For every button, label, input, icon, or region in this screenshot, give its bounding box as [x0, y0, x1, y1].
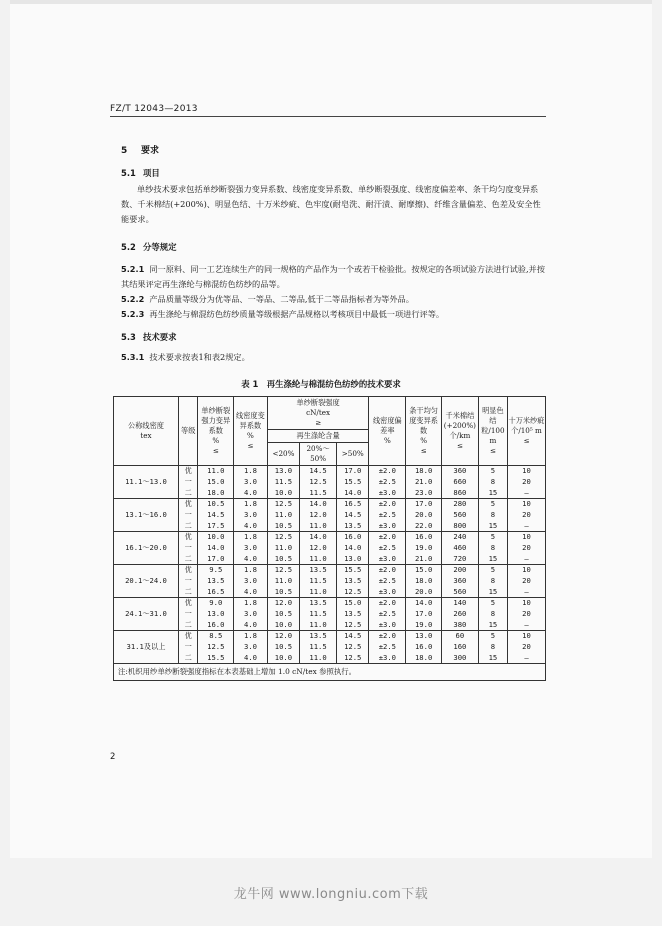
table-row	[114, 543, 546, 554]
strength-low-cell: 13.0	[267, 466, 299, 477]
deviation-cell: ±3.0	[369, 587, 406, 598]
faults-cell: 10	[508, 532, 546, 543]
strength-mid-cell: 13.5	[300, 598, 337, 609]
chapter-heading	[121, 143, 159, 156]
strength-low-cell: 10.0	[267, 620, 299, 631]
evenness-cell: 21.0	[406, 554, 442, 565]
strength-high-cell: 14.5	[336, 631, 369, 642]
strength-mid-cell: 12.5	[300, 477, 337, 488]
clause-number: 5.3.1	[121, 352, 145, 362]
neps-cell: 380	[441, 620, 478, 631]
color-knot-cell: 15	[478, 488, 507, 499]
strength-mid-cell: 11.0	[300, 653, 337, 664]
neps-cell: 200	[441, 565, 478, 576]
cv-density-cell: 1.8	[234, 598, 268, 609]
neps-cell: 720	[441, 554, 478, 565]
table-row	[114, 554, 546, 565]
cv-density-cell: 3.0	[234, 642, 268, 653]
col-faults: 十万米纱疵 个/10⁵ m ≤	[508, 397, 546, 466]
cv-density-cell: 1.8	[234, 499, 268, 510]
table-1-title: 表 1 再生涤纶与棉混纺色纺纱的技术要求	[241, 379, 401, 389]
col-content-low: <20%	[267, 443, 299, 466]
neps-cell: 300	[441, 653, 478, 664]
color-knot-cell: 5	[478, 532, 507, 543]
col-content: 再生涤纶含量	[267, 430, 369, 443]
neps-cell: 360	[441, 466, 478, 477]
cv-density-cell: 1.8	[234, 631, 268, 642]
deviation-cell: ±3.0	[369, 554, 406, 565]
strength-mid-cell: 14.0	[300, 499, 337, 510]
col-strength: 单纱断裂强度 cN/tex ≥	[267, 397, 369, 430]
section-5-2-heading	[121, 241, 177, 253]
color-knot-cell: 8	[478, 543, 507, 554]
color-knot-cell: 15	[478, 653, 507, 664]
deviation-cell: ±3.0	[369, 653, 406, 664]
table-row	[114, 576, 546, 587]
evenness-cell: 16.0	[406, 642, 442, 653]
header-rule	[110, 116, 546, 117]
faults-cell: 20	[508, 609, 546, 620]
grade-cell: 二	[178, 488, 197, 499]
deviation-cell: ±2.0	[369, 631, 406, 642]
neps-cell: 360	[441, 576, 478, 587]
cv-strength-cell: 11.0	[198, 466, 234, 477]
section-5-1-body: 单纱技术要求包括单纱断裂强力变异系数、线密度变异系数、单纱断裂强度、线密度偏差率、条干均匀度变异系数、千米棉结(+200%)、明显色结、十万米纱疵、色牢度(耐皂洗、耐汗渍、耐摩擦)、纤维含量偏差、色差及安全性能要求。	[121, 184, 541, 224]
faults-cell: —	[508, 521, 546, 532]
faults-cell: 10	[508, 631, 546, 642]
grade-cell: 优	[178, 565, 197, 576]
col-evenness: 条干均匀度变异系数 % ≤	[406, 397, 442, 466]
table-row	[114, 609, 546, 620]
table-row	[114, 587, 546, 598]
deviation-cell: ±3.0	[369, 488, 406, 499]
section-number: 5.2	[121, 242, 136, 252]
strength-low-cell: 11.0	[267, 576, 299, 587]
table-row	[114, 510, 546, 521]
strength-high-cell: 15.0	[336, 598, 369, 609]
clause-number: 5.2.3	[121, 309, 145, 319]
table-row	[114, 642, 546, 653]
evenness-cell: 22.0	[406, 521, 442, 532]
section-5-1-heading	[121, 167, 160, 179]
cv-density-cell: 3.0	[234, 477, 268, 488]
evenness-cell: 17.0	[406, 609, 442, 620]
deviation-cell: ±2.0	[369, 499, 406, 510]
evenness-cell: 18.0	[406, 576, 442, 587]
color-knot-cell: 5	[478, 598, 507, 609]
clause-text: 技术要求按表1和表2规定。	[149, 352, 250, 362]
table-row	[114, 477, 546, 488]
table-row	[114, 499, 546, 510]
col-grade: 等级	[178, 397, 197, 466]
cv-density-cell: 4.0	[234, 653, 268, 664]
grade-cell: 一	[178, 510, 197, 521]
deviation-cell: ±2.5	[369, 576, 406, 587]
deviation-cell: ±2.5	[369, 642, 406, 653]
strength-low-cell: 10.5	[267, 642, 299, 653]
table-row	[114, 532, 546, 543]
neps-cell: 800	[441, 521, 478, 532]
strength-low-cell: 12.5	[267, 499, 299, 510]
deviation-cell: ±2.5	[369, 543, 406, 554]
color-knot-cell: 5	[478, 466, 507, 477]
color-knot-cell: 8	[478, 642, 507, 653]
density-cell: 11.1～13.0	[114, 466, 179, 499]
cv-strength-cell: 16.0	[198, 620, 234, 631]
cv-density-cell: 3.0	[234, 576, 268, 587]
color-knot-cell: 8	[478, 609, 507, 620]
col-content-high: >50%	[336, 443, 369, 466]
strength-high-cell: 13.5	[336, 609, 369, 620]
grade-cell: 一	[178, 477, 197, 488]
col-neps: 千米棉结(+200%) 个/km ≤	[441, 397, 478, 466]
grade-cell: 二	[178, 620, 197, 631]
strength-low-cell: 10.5	[267, 587, 299, 598]
evenness-cell: 19.0	[406, 620, 442, 631]
strength-low-cell: 12.0	[267, 598, 299, 609]
neps-cell: 460	[441, 543, 478, 554]
grade-cell: 一	[178, 642, 197, 653]
density-cell: 20.1～24.0	[114, 565, 179, 598]
evenness-cell: 14.0	[406, 598, 442, 609]
chapter-number: 5	[121, 146, 128, 156]
grade-cell: 二	[178, 554, 197, 565]
cv-strength-cell: 8.5	[198, 631, 234, 642]
strength-high-cell: 14.0	[336, 488, 369, 499]
faults-cell: —	[508, 488, 546, 499]
strength-high-cell: 15.5	[336, 565, 369, 576]
grade-cell: 二	[178, 521, 197, 532]
cv-strength-cell: 17.5	[198, 521, 234, 532]
evenness-cell: 20.0	[406, 510, 442, 521]
color-knot-cell: 8	[478, 576, 507, 587]
cv-density-cell: 4.0	[234, 620, 268, 631]
strength-high-cell: 13.5	[336, 521, 369, 532]
table-row	[114, 620, 546, 631]
evenness-cell: 17.0	[406, 499, 442, 510]
cv-density-cell: 4.0	[234, 587, 268, 598]
strength-mid-cell: 11.5	[300, 488, 337, 499]
cv-strength-cell: 15.5	[198, 653, 234, 664]
cv-density-cell: 4.0	[234, 521, 268, 532]
section-title: 分等规定	[143, 242, 177, 252]
strength-high-cell: 16.5	[336, 499, 369, 510]
grade-cell: 优	[178, 532, 197, 543]
evenness-cell: 16.0	[406, 532, 442, 543]
strength-high-cell: 14.5	[336, 510, 369, 521]
cv-density-cell: 4.0	[234, 488, 268, 499]
evenness-cell: 13.0	[406, 631, 442, 642]
strength-low-cell: 10.5	[267, 521, 299, 532]
col-color-knot: 明显色结 粒/100 m ≤	[478, 397, 507, 466]
color-knot-cell: 5	[478, 631, 507, 642]
density-cell: 31.1及以上	[114, 631, 179, 664]
neps-cell: 860	[441, 488, 478, 499]
table-row	[114, 598, 546, 609]
cv-strength-cell: 17.0	[198, 554, 234, 565]
deviation-cell: ±2.5	[369, 510, 406, 521]
neps-cell: 140	[441, 598, 478, 609]
cv-density-cell: 1.8	[234, 466, 268, 477]
cv-strength-cell: 15.0	[198, 477, 234, 488]
faults-cell: —	[508, 554, 546, 565]
strength-low-cell: 10.5	[267, 609, 299, 620]
deviation-cell: ±3.0	[369, 521, 406, 532]
cv-strength-cell: 14.0	[198, 543, 234, 554]
page-number: 2	[110, 752, 116, 762]
strength-mid-cell: 14.0	[300, 532, 337, 543]
strength-low-cell: 10.0	[267, 488, 299, 499]
grade-cell: 一	[178, 609, 197, 620]
grade-cell: 二	[178, 587, 197, 598]
density-cell: 16.1～20.0	[114, 532, 179, 565]
cv-strength-cell: 13.0	[198, 609, 234, 620]
grade-cell: 一	[178, 543, 197, 554]
strength-high-cell: 12.5	[336, 620, 369, 631]
cv-strength-cell: 9.5	[198, 565, 234, 576]
section-5-3-heading	[121, 331, 177, 343]
strength-mid-cell: 13.5	[300, 565, 337, 576]
cv-strength-cell: 14.5	[198, 510, 234, 521]
strength-high-cell: 12.5	[336, 587, 369, 598]
evenness-cell: 18.0	[406, 466, 442, 477]
strength-mid-cell: 11.5	[300, 576, 337, 587]
table-row	[114, 466, 546, 477]
neps-cell: 280	[441, 499, 478, 510]
col-cv-strength: 单纱断裂强力变异系数 % ≤	[198, 397, 234, 466]
faults-cell: 10	[508, 598, 546, 609]
section-number: 5.3	[121, 332, 136, 342]
deviation-cell: ±2.0	[369, 532, 406, 543]
clause-5-2-3	[121, 307, 545, 322]
strength-mid-cell: 12.0	[300, 510, 337, 521]
strength-low-cell: 11.5	[267, 477, 299, 488]
strength-high-cell: 17.0	[336, 466, 369, 477]
neps-cell: 60	[441, 631, 478, 642]
clause-5-3-1	[121, 350, 545, 365]
strength-high-cell: 16.0	[336, 532, 369, 543]
col-cv-density: 线密度变异系数 % ≤	[234, 397, 268, 466]
download-watermark: 龙牛网 www.longniu.com下载	[233, 887, 429, 902]
table-row	[114, 653, 546, 664]
cv-density-cell: 1.8	[234, 532, 268, 543]
neps-cell: 560	[441, 587, 478, 598]
grade-cell: 二	[178, 653, 197, 664]
evenness-cell: 21.0	[406, 477, 442, 488]
color-knot-cell: 15	[478, 587, 507, 598]
faults-cell: 10	[508, 466, 546, 477]
strength-mid-cell: 11.0	[300, 587, 337, 598]
strength-high-cell: 14.0	[336, 543, 369, 554]
faults-cell: 20	[508, 510, 546, 521]
cv-strength-cell: 12.5	[198, 642, 234, 653]
strength-low-cell: 10.5	[267, 554, 299, 565]
strength-low-cell: 11.0	[267, 543, 299, 554]
faults-cell: 10	[508, 499, 546, 510]
clause-text: 产品质量等级分为优等品、一等品、二等品,低于二等品指标者为等外品。	[149, 294, 414, 304]
color-knot-cell: 5	[478, 499, 507, 510]
faults-cell: 20	[508, 477, 546, 488]
col-deviation: 线密度偏差率 %	[369, 397, 406, 466]
table-row	[114, 521, 546, 532]
faults-cell: —	[508, 587, 546, 598]
section-title: 技术要求	[143, 332, 177, 342]
col-content-mid: 20%～50%	[300, 443, 337, 466]
strength-mid-cell: 12.0	[300, 543, 337, 554]
table-row	[114, 488, 546, 499]
deviation-cell: ±2.0	[369, 565, 406, 576]
clause-5-2-1	[121, 262, 545, 292]
cv-density-cell: 3.0	[234, 510, 268, 521]
cv-strength-cell: 16.5	[198, 587, 234, 598]
strength-low-cell: 12.5	[267, 532, 299, 543]
deviation-cell: ±3.0	[369, 620, 406, 631]
clause-5-2-2	[121, 292, 545, 307]
color-knot-cell: 5	[478, 565, 507, 576]
neps-cell: 160	[441, 642, 478, 653]
standard-code: FZ/T 12043—2013	[110, 104, 198, 114]
page-top-edge	[10, 0, 652, 4]
table-body	[114, 466, 546, 664]
strength-mid-cell: 14.5	[300, 466, 337, 477]
cv-density-cell: 1.8	[234, 565, 268, 576]
strength-mid-cell: 11.5	[300, 642, 337, 653]
clause-text: 再生涤纶与棉混纺色纺纱质量等级根据产品规格以考核项目中最低一项进行评等。	[149, 309, 445, 319]
grade-cell: 一	[178, 576, 197, 587]
evenness-cell: 18.0	[406, 653, 442, 664]
table-row	[114, 565, 546, 576]
grade-cell: 优	[178, 598, 197, 609]
strength-high-cell: 15.5	[336, 477, 369, 488]
color-knot-cell: 8	[478, 477, 507, 488]
evenness-cell: 23.0	[406, 488, 442, 499]
strength-high-cell: 13.0	[336, 554, 369, 565]
evenness-cell: 15.0	[406, 565, 442, 576]
cv-strength-cell: 18.0	[198, 488, 234, 499]
neps-cell: 240	[441, 532, 478, 543]
density-cell: 13.1～16.0	[114, 499, 179, 532]
deviation-cell: ±2.5	[369, 477, 406, 488]
density-cell: 24.1～31.0	[114, 598, 179, 631]
faults-cell: —	[508, 653, 546, 664]
chapter-title: 要求	[141, 146, 160, 156]
section-number: 5.1	[121, 168, 136, 178]
neps-cell: 660	[441, 477, 478, 488]
table-row	[114, 631, 546, 642]
color-knot-cell: 15	[478, 521, 507, 532]
color-knot-cell: 15	[478, 620, 507, 631]
clause-number: 5.2.2	[121, 294, 145, 304]
strength-mid-cell: 11.0	[300, 521, 337, 532]
col-density: 公称线密度 tex	[114, 397, 179, 466]
clause-number: 5.2.1	[121, 264, 145, 274]
clause-text: 同一原料、同一工艺连续生产的同一规格的产品作为一个或若干检验批。按规定的各项试验方法进行试验,并按其结果评定再生涤纶与棉混纺色纺纱的品等。	[121, 264, 545, 289]
table-1	[113, 396, 546, 681]
grade-cell: 优	[178, 466, 197, 477]
strength-high-cell: 12.5	[336, 653, 369, 664]
cv-density-cell: 3.0	[234, 543, 268, 554]
cv-strength-cell: 13.5	[198, 576, 234, 587]
faults-cell: 10	[508, 565, 546, 576]
deviation-cell: ±2.5	[369, 609, 406, 620]
evenness-cell: 19.0	[406, 543, 442, 554]
faults-cell: 20	[508, 543, 546, 554]
faults-cell: 20	[508, 576, 546, 587]
neps-cell: 260	[441, 609, 478, 620]
strength-low-cell: 12.0	[267, 631, 299, 642]
cv-strength-cell: 10.5	[198, 499, 234, 510]
strength-mid-cell: 11.0	[300, 620, 337, 631]
faults-cell: 20	[508, 642, 546, 653]
evenness-cell: 20.0	[406, 587, 442, 598]
grade-cell: 优	[178, 631, 197, 642]
cv-strength-cell: 10.0	[198, 532, 234, 543]
strength-high-cell: 12.5	[336, 642, 369, 653]
strength-mid-cell: 11.5	[300, 609, 337, 620]
strength-low-cell: 10.0	[267, 653, 299, 664]
table-header	[114, 397, 546, 466]
table-note: 注:机织用纱单纱断裂强度指标在本表基础上增加 1.0 cN/tex 参照执行。	[114, 664, 546, 681]
strength-low-cell: 11.0	[267, 510, 299, 521]
color-knot-cell: 8	[478, 510, 507, 521]
color-knot-cell: 15	[478, 554, 507, 565]
grade-cell: 优	[178, 499, 197, 510]
neps-cell: 560	[441, 510, 478, 521]
cv-density-cell: 4.0	[234, 554, 268, 565]
cv-density-cell: 3.0	[234, 609, 268, 620]
faults-cell: —	[508, 620, 546, 631]
strength-high-cell: 13.5	[336, 576, 369, 587]
cv-strength-cell: 9.0	[198, 598, 234, 609]
strength-mid-cell: 11.0	[300, 554, 337, 565]
deviation-cell: ±2.0	[369, 466, 406, 477]
deviation-cell: ±2.0	[369, 598, 406, 609]
strength-low-cell: 12.5	[267, 565, 299, 576]
section-title: 项目	[143, 168, 160, 178]
strength-mid-cell: 13.5	[300, 631, 337, 642]
